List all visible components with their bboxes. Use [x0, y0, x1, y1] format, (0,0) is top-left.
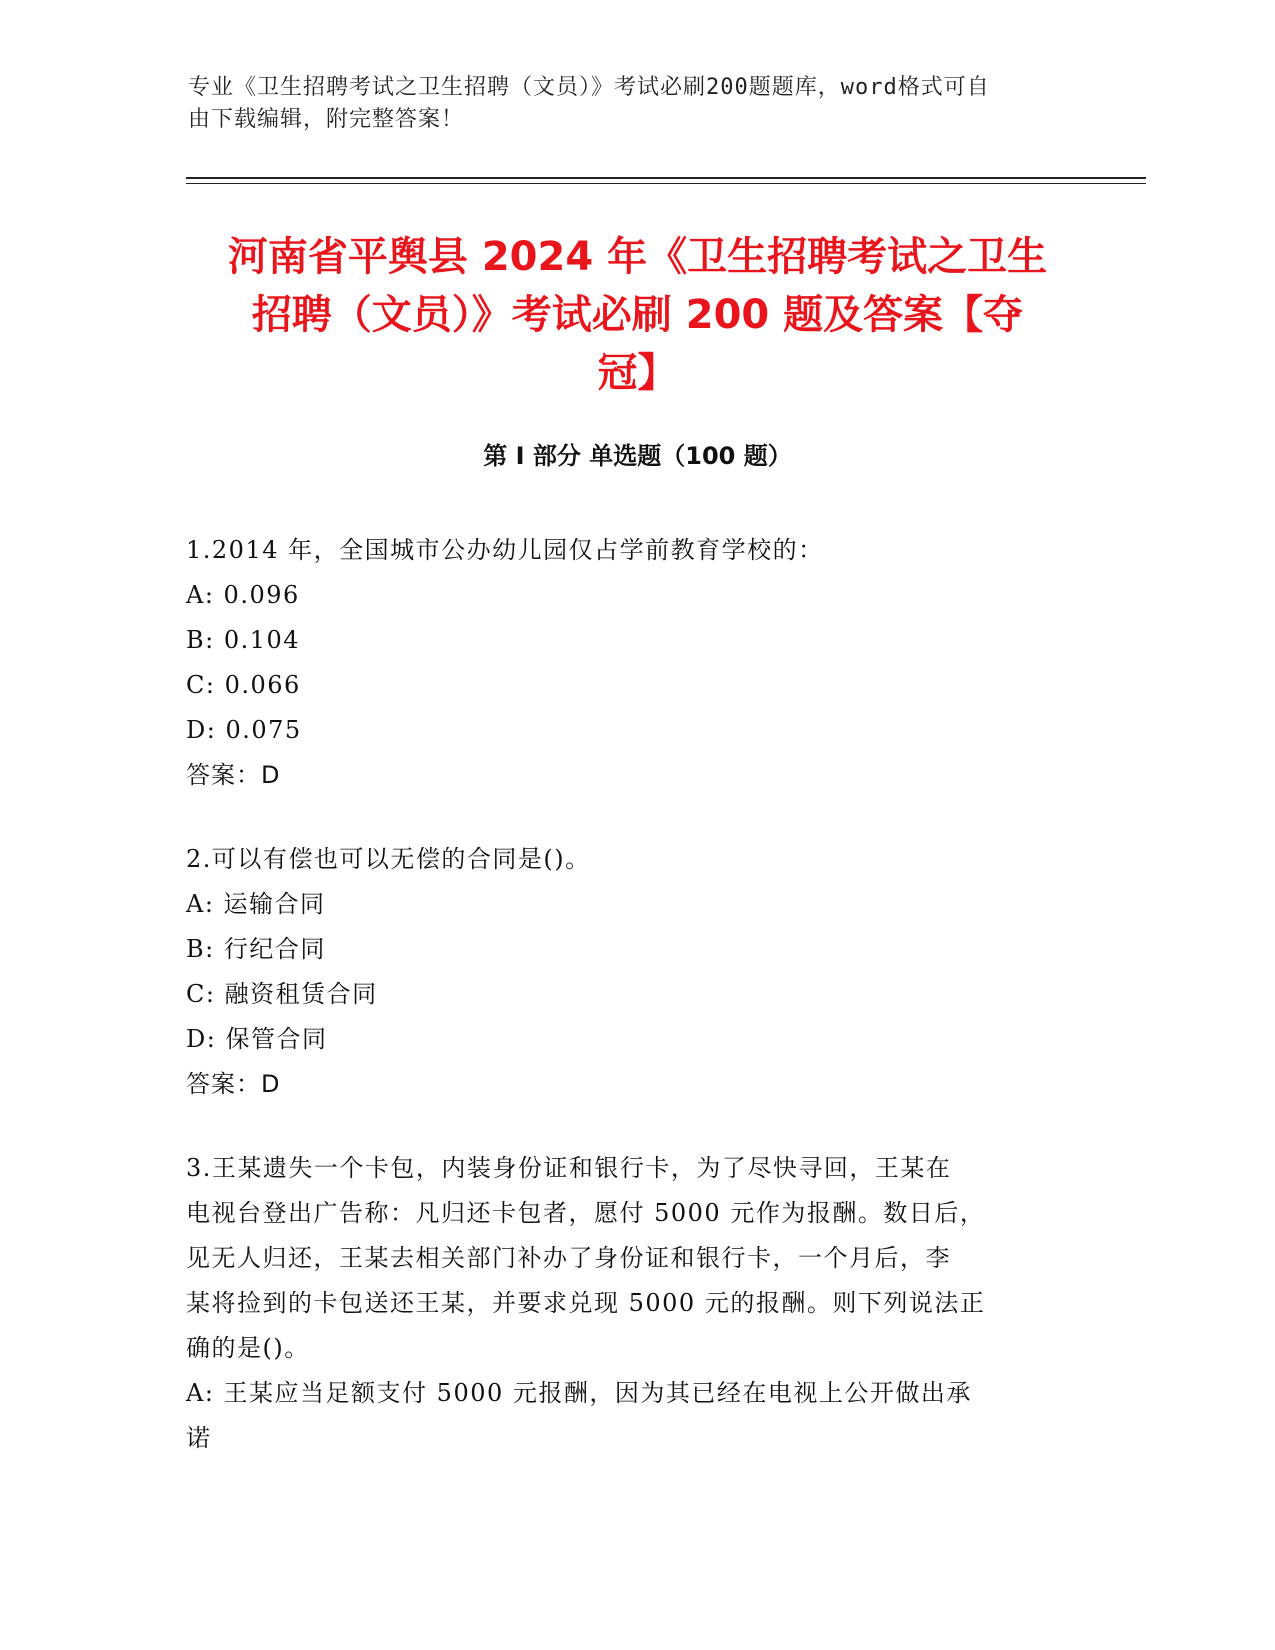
header-note-line: 专业《卫生招聘考试之卫生招聘（文员）》考试必刷200题题库，word格式可自	[188, 75, 990, 100]
question-stem-line: 确的是()。	[186, 1334, 310, 1362]
question-item	[186, 1146, 1066, 1461]
question-stem-line: 电视台登出广告称：凡归还卡包者，愿付 5000 元作为报酬。数日后，	[186, 1199, 986, 1227]
option-d: D: 保管合同	[186, 1025, 328, 1053]
header-divider-thick	[186, 177, 1146, 179]
answer-line: 答案：D	[186, 1070, 281, 1098]
option-d: D: 0.075	[186, 716, 302, 744]
question-stem: 1.2014 年，全国城市公办幼儿园仅占学前教育学校的：	[186, 536, 824, 564]
option-a: A: 王某应当足额支付 5000 元报酬，因为其已经在电视上公开做出承	[186, 1379, 972, 1407]
question-item	[186, 528, 1066, 798]
option-c: C: 0.066	[186, 671, 301, 699]
header-note-line: 由下载编辑，附完整答案！	[188, 107, 465, 132]
title-line: 招聘（文员）》考试必刷 200 题及答案【夺	[251, 292, 1024, 338]
title-line: 河南省平舆县 2024 年《卫生招聘考试之卫生	[227, 234, 1048, 280]
option-b: B: 0.104	[186, 626, 301, 654]
title-line: 冠】	[597, 350, 678, 396]
option-a: A: 运输合同	[186, 890, 326, 918]
option-c: C: 融资租赁合同	[186, 980, 378, 1008]
question-stem-line: 某将捡到的卡包送还王某，并要求兑现 5000 元的报酬。则下列说法正	[186, 1289, 986, 1317]
question-stem: 2.可以有偿也可以无偿的合同是()。	[186, 845, 591, 873]
header-note	[188, 72, 1088, 136]
answer-line: 答案：D	[186, 761, 281, 789]
section-heading: 第 I 部分 单选题（100 题）	[483, 442, 792, 470]
document-title	[170, 228, 1105, 402]
question-item	[186, 837, 1066, 1107]
option-b: B: 行纪合同	[186, 935, 326, 963]
option-a-continued: 诺	[186, 1424, 212, 1452]
header-divider-thin	[186, 183, 1146, 184]
question-list	[186, 528, 1066, 1500]
option-a: A: 0.096	[186, 581, 300, 609]
question-stem-line: 3.王某遗失一个卡包，内装身份证和银行卡，为了尽快寻回，王某在	[186, 1154, 952, 1182]
question-stem-line: 见无人归还，王某去相关部门补办了身份证和银行卡，一个月后，李	[186, 1244, 951, 1272]
